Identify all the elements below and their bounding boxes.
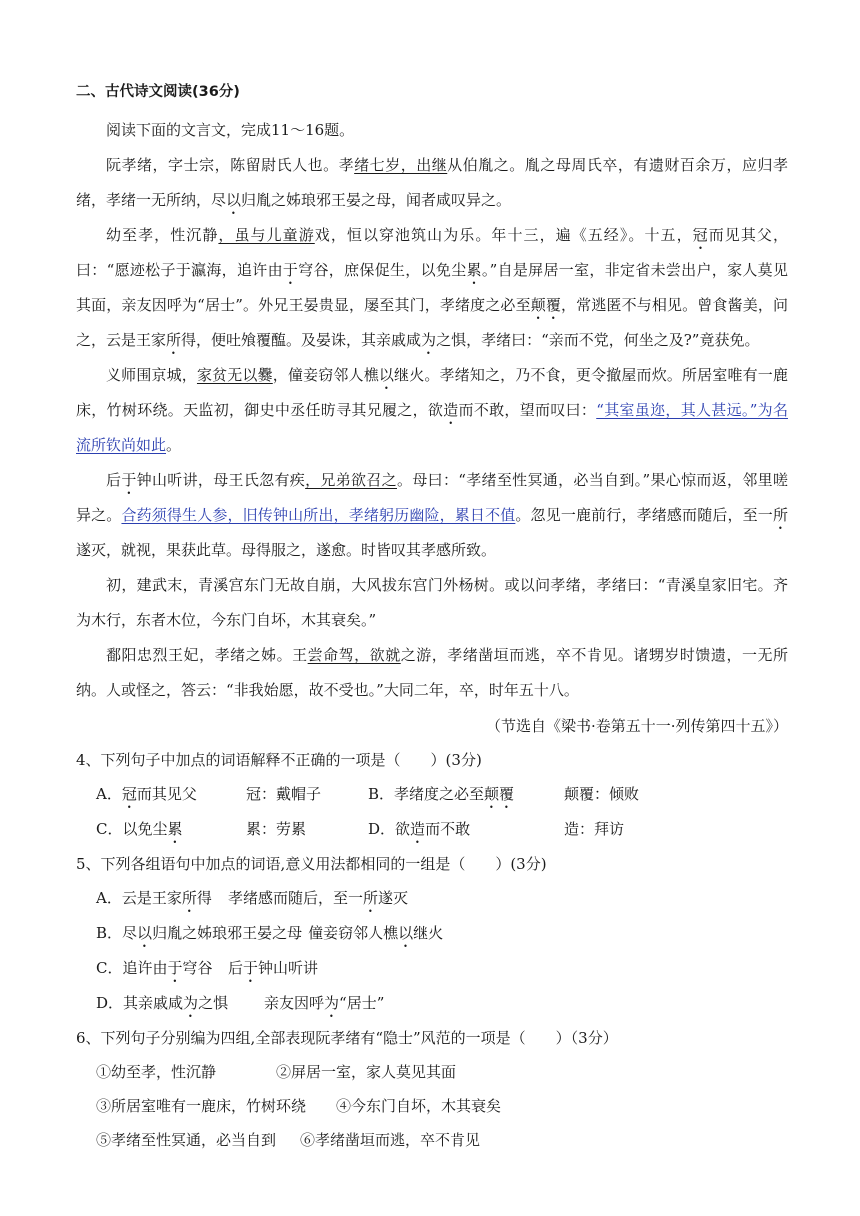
option-c: C．以免尘累 <box>96 820 183 838</box>
dotted-word: 累 <box>466 261 482 279</box>
dotted-word: 以 <box>226 191 242 209</box>
list-item: ④今东门自坏，木其衰矣 <box>336 1097 502 1115</box>
question-5-stem: 5、下列各组语句中加点的词语,意义用法都相同的一组是（ ）(3分) <box>76 855 547 873</box>
question-6-items-row-3 <box>96 1123 788 1157</box>
option-d: D．欲造而不敢 <box>368 820 471 838</box>
dotted-word: 于 <box>282 261 299 279</box>
option-a-gloss: 冠：戴帽子 <box>246 785 322 803</box>
dotted-word: 造 <box>443 401 459 419</box>
question-4-options-row-1 <box>96 777 788 812</box>
question-5-option-b: B．尽以归胤之姊琅邪王晏之母 僮妾窃邻人樵以继火 <box>96 924 444 942</box>
underlined-phrase: 家贫无以爨 <box>196 366 273 384</box>
dotted-word: 所 <box>166 331 182 349</box>
list-item: ⑥孝绪凿垣而逃，卒不肯见 <box>300 1131 481 1149</box>
passage-source: （节选自《梁书·卷第五十一·列传第四十五》） <box>485 717 788 735</box>
underlined-phrase: 合药须得生人参，旧传钟山所出，孝绪躬历幽险，累日不值 <box>121 506 516 524</box>
underlined-phrase: 绪七岁，出继 <box>354 156 448 174</box>
option-b-gloss: 颠覆：倾败 <box>564 785 640 803</box>
underlined-phrase: ，兄弟欲召之 <box>305 471 397 489</box>
question-4-stem: 4、下列句子中加点的词语解释不正确的一项是（ ）(3分) <box>76 751 482 769</box>
section-instruction: 阅读下面的文言文，完成11～16题。 <box>106 121 355 139</box>
question-5-option-a: A．云是王家所得 孝绪感而随后，至一所遂灭 <box>96 889 409 907</box>
dotted-word: 所 <box>772 506 788 524</box>
dotted-word: 冠 <box>692 226 709 244</box>
dotted-word: 颠覆 <box>530 296 562 314</box>
question-6-items-row-2 <box>96 1089 788 1123</box>
dotted-word: 以 <box>378 366 395 384</box>
question-4-options-row-2 <box>96 812 788 847</box>
passage-paragraph-2: 幼至孝，性沉静，虽与儿童游戏，恒以穿池筑山为乐。年十三，遍《五经》。十五，冠而见其父，曰：“愿迹松子于瀛海，追许由于穹谷，庶保促生，以免尘累。”自是屏居一室，非定省未尝出户，家人莫见其面，亲友因呼为“居士”。外兄王晏贵显，屡至其门，孝绪度之必至颠覆，常逃匿不与相见。曾食酱美，问之，云是王家所得，便吐飧覆醢。及晏诛，其亲戚咸为之惧，孝绪曰：“亲而不党，何坐之及?”竟获免。 <box>76 226 788 349</box>
section-title: 二、古代诗文阅读(36分) <box>76 84 240 100</box>
list-item: ②屏居一室，家人莫见其面 <box>276 1063 457 1081</box>
passage-paragraph-4: 后于钟山听讲，母王氏忽有疾，兄弟欲召之。母曰：“孝绪至性冥通，必当自到。”果心惊而返，邻里嗟异之。合药须得生人参，旧传钟山所出，孝绪躬历幽险，累日不值。忽见一鹿前行，孝绪感而随后，至一所遂灭，就视，果获此草。母得服之，遂愈。时皆叹其孝感所致。 <box>76 471 788 559</box>
question-5-option-c: C．追许由于穹谷 后于钟山听讲 <box>96 959 319 977</box>
underlined-phrase: 尝命驾，欲就 <box>307 646 401 664</box>
option-d-gloss: 造：拜访 <box>564 820 625 838</box>
passage-paragraph-5: 初，建武末，青溪宫东门无故自崩，大风拔东宫门外杨树。或以问孝绪，孝绪曰：“青溪皇家旧宅。齐为木行，东者木位，今东门自坏，木其衰矣。” <box>76 576 788 629</box>
option-c-gloss: 累：劳累 <box>246 820 307 838</box>
passage-paragraph-1: 阮孝绪，字士宗，陈留尉氏人也。孝绪七岁，出继从伯胤之。胤之母周氏卒，有遗财百余万，应归孝绪，孝绪一无所纳，尽以归胤之姊琅邪王晏之母，闻者咸叹异之。 <box>76 156 788 209</box>
list-item: ⑤孝绪至性冥通，必当自到 <box>96 1131 277 1149</box>
underlined-phrase: ，虽与儿童游 <box>218 226 315 244</box>
passage-paragraph-6: 鄱阳忠烈王妃，孝绪之姊。王尝命驾，欲就之游，孝绪凿垣而逃，卒不肯见。诸甥岁时馈遗，一无所纳。人或怪之，答云：“非我始愿，故不受也。”大同二年，卒，时年五十八。 <box>76 646 788 699</box>
list-item: ①幼至孝，性沉静 <box>96 1063 217 1081</box>
list-item: ③所居室唯有一鹿床，竹树环绕 <box>96 1097 307 1115</box>
option-b: B．孝绪度之必至颠覆 <box>368 785 515 803</box>
option-a: A．冠而其见父 <box>96 785 197 803</box>
underlined-phrase: “其室虽迩，其人甚远。”为名流所钦尚如此 <box>76 401 788 454</box>
question-6-items-row-1 <box>96 1055 788 1089</box>
dotted-word: 于 <box>121 471 137 489</box>
question-6-stem: 6、下列句子分别编为四组,全部表现阮孝绪有“隐士”风范的一项是（ ）（3分） <box>76 1029 618 1047</box>
question-5-option-d: D．其亲戚咸为之惧 亲友因呼为“居士” <box>96 994 385 1012</box>
dotted-word: 为 <box>421 331 437 349</box>
passage-paragraph-3: 义师围京城，家贫无以爨，僮妾窃邻人樵以继火。孝绪知之，乃不食，更令撤屋而炊。所居室唯有一鹿床，竹树环绕。天监初，御史中丞任昉寻其兄履之，欲造而不敢，望而叹曰：“其室虽迩，其人甚远。”为名流所钦尚如此。 <box>76 366 788 454</box>
